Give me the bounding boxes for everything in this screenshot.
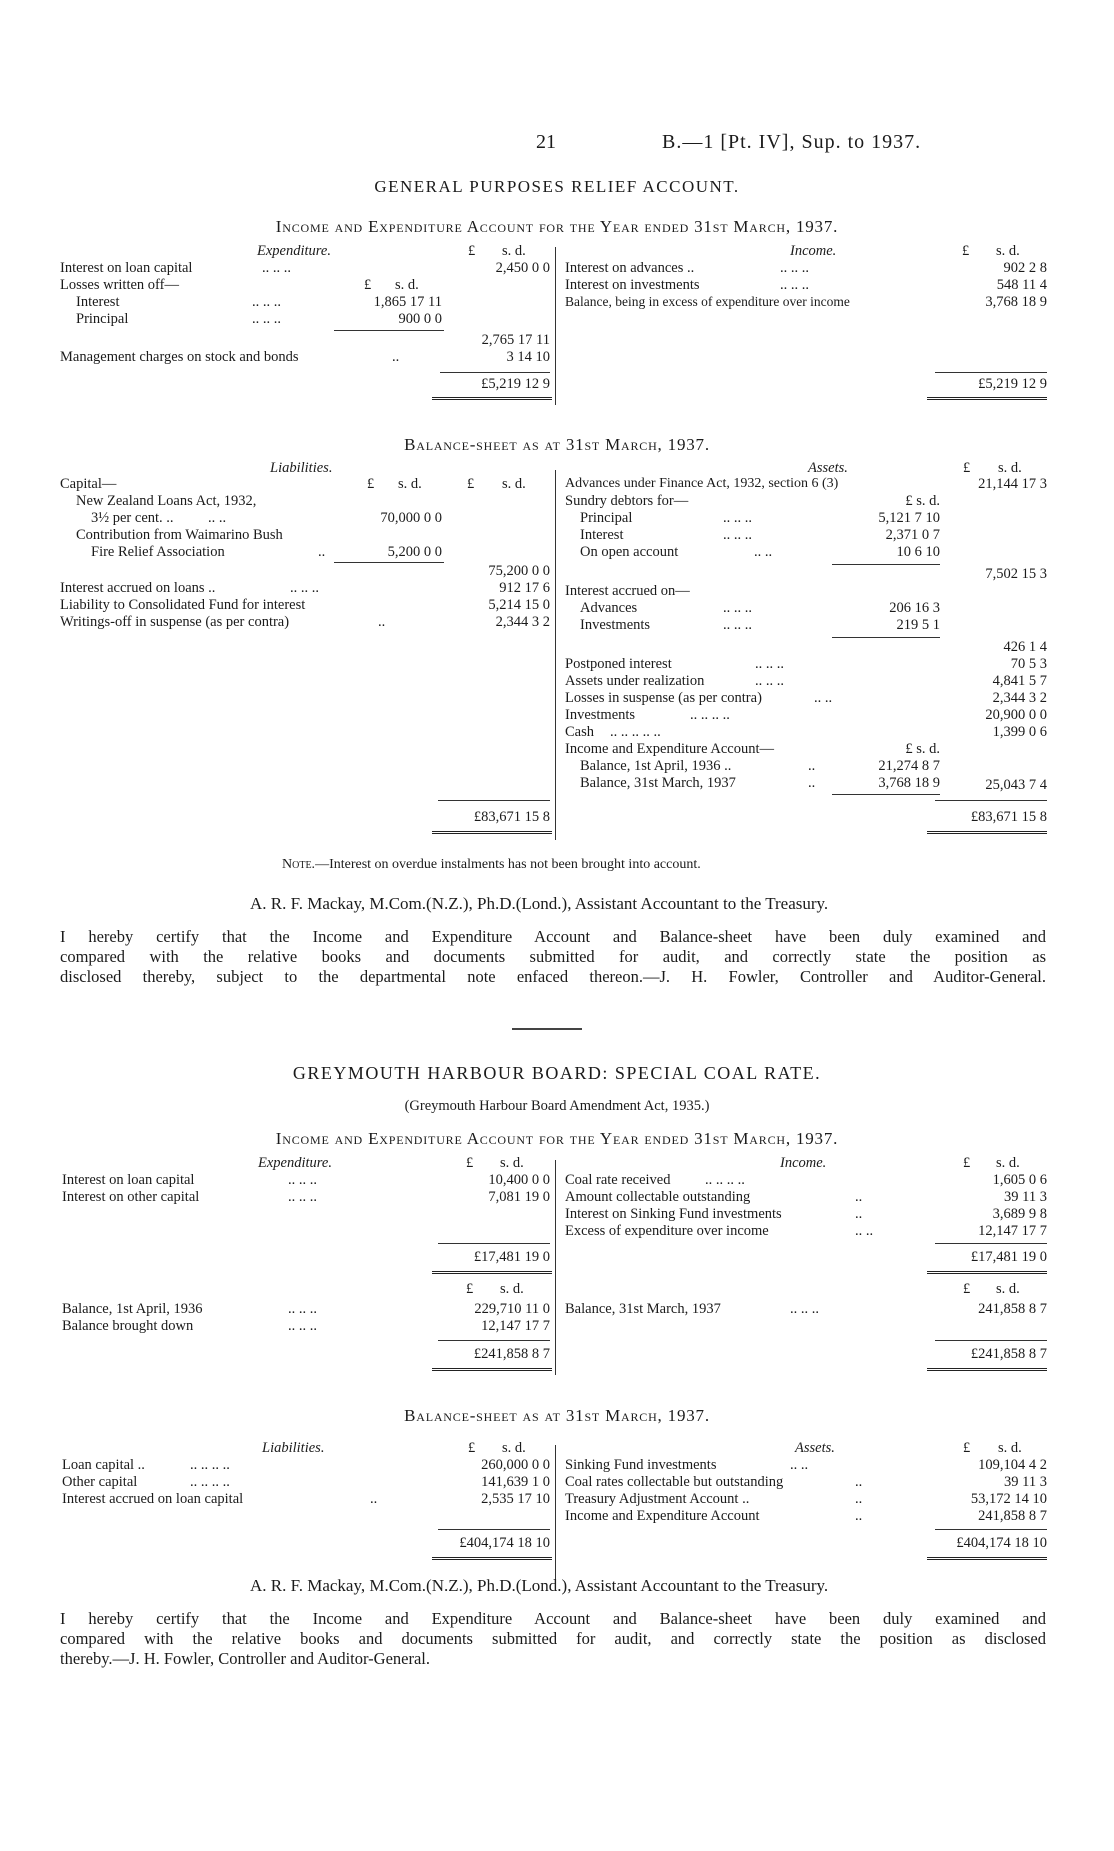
- ledger-amount: 912 17 6: [499, 580, 550, 596]
- ledger-dots: .. .. ..: [288, 1172, 317, 1188]
- ledger-label: Interest accrued on loans ..: [60, 580, 216, 596]
- ledger-total: £404,174 18 10: [459, 1535, 550, 1551]
- ledger-label: Balance, being in excess of expenditure over income: [565, 294, 850, 309]
- double-rule: [927, 1368, 1047, 1371]
- ledger-label: Investments: [565, 707, 636, 723]
- column-divider: [555, 1445, 556, 1580]
- rule: [440, 372, 550, 373]
- ledger-label: Capital—: [60, 476, 117, 492]
- rule: [832, 564, 940, 565]
- double-rule: [432, 397, 552, 400]
- gpr-bs-title: Balance-sheet as at 31st March, 1937.: [404, 435, 710, 454]
- ledger-subamount: 3,768 18 9: [878, 775, 940, 791]
- ledger-dots: ..: [808, 775, 816, 791]
- ledger-amount: 229,710 11 0: [474, 1301, 550, 1317]
- ledger-dots: ..: [855, 1474, 863, 1490]
- ghb-assets-heading: Assets.: [795, 1440, 835, 1456]
- ledger-label: Sundry debtors for—: [565, 493, 689, 509]
- ledger-total: £17,481 19 0: [970, 1249, 1047, 1265]
- currency-head: s. d.: [500, 1155, 524, 1171]
- ledger-amount: 902 2 8: [1003, 260, 1047, 276]
- ledger-label: 3½ per cent. ..: [91, 510, 174, 526]
- rule: [334, 562, 444, 563]
- ledger-total: £17,481 19 0: [473, 1249, 550, 1265]
- ledger-label: Excess of expenditure over income: [565, 1223, 769, 1239]
- ledger-total: £83,671 15 8: [970, 809, 1047, 825]
- ledger-amount: 21,144 17 3: [978, 476, 1047, 492]
- ledger-dots: .. .. ..: [755, 673, 784, 689]
- ledger-label: Principal: [76, 311, 129, 327]
- ledger-amount: 10,400 0 0: [488, 1172, 550, 1188]
- ledger-label: Coal rates collectable but outstanding: [565, 1474, 784, 1490]
- ledger-dots: ..: [855, 1491, 863, 1507]
- section-title-ghb: GREYMOUTH HARBOUR BOARD: SPECIAL COAL RATE.: [292, 1063, 822, 1083]
- currency-head: s. d.: [996, 1155, 1020, 1171]
- ledger-amount: 5,214 15 0: [488, 597, 550, 613]
- ledger-dots: .. .. .. .. ..: [610, 724, 661, 740]
- ledger-subamount: 5,200 0 0: [387, 544, 442, 560]
- ledger-label: Interest on investments: [565, 277, 700, 293]
- ledger-dots: .. .. .. ..: [190, 1457, 230, 1473]
- currency-head: £: [962, 243, 970, 259]
- rule: [935, 800, 1047, 801]
- ledger-label: Postponed interest: [565, 656, 672, 672]
- ledger-amount: 12,147 17 7: [481, 1318, 550, 1334]
- ghb-bs-title: Balance-sheet as at 31st March, 1937.: [404, 1406, 710, 1425]
- currency-head: £: [466, 1281, 474, 1297]
- rule: [438, 1243, 550, 1244]
- ledger-label: Interest accrued on—: [565, 583, 690, 599]
- page-number: 21: [536, 131, 556, 153]
- ledger-label: New Zealand Loans Act, 1932,: [76, 493, 257, 509]
- ledger-label: Interest on advances ..: [565, 260, 695, 276]
- ledger-label: Cash: [565, 724, 594, 740]
- ledger-label: Coal rate received: [565, 1172, 671, 1188]
- ledger-dots: ..: [855, 1508, 863, 1524]
- ledger-subamount: 206 16 3: [889, 600, 940, 616]
- currency-head: s. d.: [998, 460, 1022, 476]
- ledger-dots: .. .. ..: [262, 260, 291, 276]
- currency-head: £: [468, 1440, 476, 1456]
- ledger-amount: 75,200 0 0: [488, 563, 550, 579]
- note-lead: Note.: [282, 857, 316, 872]
- ledger-dots: ..: [808, 758, 816, 774]
- ledger-amount: 2,344 3 2: [992, 690, 1047, 706]
- ledger-subamount: 2,371 0 7: [885, 527, 940, 543]
- ledger-label: Income and Expenditure Account—: [565, 741, 774, 757]
- currency-head: £: [367, 476, 375, 492]
- ledger-amount: 1,399 0 6: [992, 724, 1047, 740]
- note-text: —Interest on overdue instalments has not been brought into account.: [315, 857, 701, 872]
- ledger-label: Contribution from Waimarino Bush: [76, 527, 283, 543]
- ledger-amount: 1,605 0 6: [992, 1172, 1047, 1188]
- ledger-dots: .. .. ..: [252, 294, 281, 310]
- ledger-label: Interest on loan capital: [60, 260, 193, 276]
- ledger-label: Balance brought down: [62, 1318, 194, 1334]
- ledger-label: Sinking Fund investments: [565, 1457, 717, 1473]
- gpr-expenditure-heading: Expenditure.: [257, 243, 331, 259]
- double-rule: [432, 831, 552, 834]
- ledger-amount: 39 11 3: [1004, 1189, 1047, 1205]
- currency-head: £: [963, 1281, 971, 1297]
- ledger-subamount: 5,121 7 10: [878, 510, 940, 526]
- ledger-subamount: 10 6 10: [896, 544, 940, 560]
- certificate-gpr: [60, 927, 1046, 987]
- double-rule: [927, 397, 1047, 400]
- ledger-dots: .. .. ..: [780, 260, 809, 276]
- cert-line: compared with the relative books and documents submitted for audit, and correctly state the position as disclosed: [60, 1629, 1046, 1648]
- rule: [935, 372, 1047, 373]
- ledger-dots: .. .. ..: [755, 656, 784, 672]
- ledger-amount: 2,450 0 0: [495, 260, 550, 276]
- gpr-liabilities-heading: Liabilities.: [270, 460, 333, 476]
- ledger-dots: .. .. .. ..: [705, 1172, 745, 1188]
- ledger-dots: .. .. ..: [723, 617, 752, 633]
- ledger-label: Interest on other capital: [62, 1189, 200, 1205]
- currency-head: £: [466, 1155, 474, 1171]
- ledger-dots: ..: [370, 1491, 378, 1507]
- cert-line: thereby.—J. H. Fowler, Controller and Auditor-General.: [60, 1649, 431, 1668]
- rule: [438, 1340, 550, 1341]
- rule: [935, 1340, 1047, 1341]
- ledger-amount: 2,344 3 2: [495, 614, 550, 630]
- double-rule: [432, 1557, 552, 1560]
- ledger-total: £5,219 12 9: [978, 376, 1047, 392]
- ledger-total: £241,858 8 7: [970, 1346, 1047, 1362]
- ledger-label: Balance, 31st March, 1937: [565, 1301, 721, 1317]
- ghb-ie-title: Income and Expenditure Account for the Year ended 31st March, 1937.: [275, 1129, 839, 1148]
- gpr-ie-title: Income and Expenditure Account for the Year ended 31st March, 1937.: [275, 217, 839, 236]
- ledger-label: Fire Relief Association: [91, 544, 225, 560]
- currency-head: s. d.: [502, 476, 526, 492]
- ledger-label: Balance, 1st April, 1936: [62, 1301, 203, 1317]
- ledger-dots: .. .. ..: [780, 277, 809, 293]
- ledger-dots: ..: [318, 544, 326, 560]
- currency-head: s. d.: [996, 1281, 1020, 1297]
- rule: [832, 637, 940, 638]
- ledger-amount: 241,858 8 7: [978, 1508, 1047, 1524]
- currency-head: £: [963, 1440, 971, 1456]
- ledger-amount: 70 5 3: [1010, 656, 1047, 672]
- ledger-label: Interest on loan capital: [62, 1172, 195, 1188]
- ledger-label: Advances under Finance Act, 1932, section 6 (3): [565, 476, 839, 491]
- currency-head: s. d.: [500, 1281, 524, 1297]
- currency-head: £: [963, 460, 971, 476]
- gpr-assets-heading: Assets.: [808, 460, 848, 476]
- ledger-dots: .. ..: [208, 510, 227, 526]
- ledger-total: £83,671 15 8: [473, 809, 550, 825]
- ledger-label: Principal: [580, 510, 633, 526]
- ledger-amount: 2,535 17 10: [481, 1491, 550, 1507]
- ledger-subamount: 900 0 0: [398, 311, 442, 327]
- ledger-total: £241,858 8 7: [473, 1346, 550, 1362]
- ledger-label: Writings-off in suspense (as per contra): [60, 614, 290, 630]
- ledger-label: Balance, 31st March, 1937: [580, 775, 736, 791]
- ledger-amount: 7,502 15 3: [985, 566, 1047, 582]
- currency-head: £: [364, 277, 372, 293]
- ghb-income-heading: Income.: [780, 1155, 827, 1171]
- currency-head: s. d.: [502, 243, 526, 259]
- cert-line: disclosed thereby, subject to the departmental note enfaced thereon.—J. H. Fowler, Controller and Auditor-General.: [60, 967, 1046, 986]
- ledger-amount: 260,000 0 0: [481, 1457, 550, 1473]
- rule: [334, 330, 444, 331]
- ledger-dots: .. .. .. ..: [190, 1474, 230, 1490]
- ledger-dots: .. .. ..: [790, 1301, 819, 1317]
- currency-head: £: [467, 476, 475, 492]
- ledger-label: Interest on Sinking Fund investments: [565, 1206, 782, 1222]
- ghb-expenditure-heading: Expenditure.: [258, 1155, 332, 1171]
- ledger-amount: 141,639 1 0: [481, 1474, 550, 1490]
- ledger-amount: 25,043 7 4: [985, 777, 1047, 793]
- ledger-label: Other capital: [62, 1474, 138, 1490]
- ledger-amount: 109,104 4 2: [978, 1457, 1047, 1473]
- ledger-amount: 3,689 9 8: [992, 1206, 1047, 1222]
- ledger-dots: .. .. ..: [723, 510, 752, 526]
- ledger-amount: 39 11 3: [1004, 1474, 1047, 1490]
- ledger-amount: 20,900 0 0: [985, 707, 1047, 723]
- ghb-liabilities-heading: Liabilities.: [262, 1440, 325, 1456]
- ledger-label: Income and Expenditure Account: [565, 1508, 760, 1524]
- double-rule: [432, 1271, 552, 1274]
- ledger-total: £404,174 18 10: [956, 1535, 1047, 1551]
- ledger-dots: ..: [855, 1189, 863, 1205]
- currency-head: £: [468, 243, 476, 259]
- ledger-dots: .. ..: [855, 1223, 874, 1239]
- ledger-dots: .. .. ..: [723, 527, 752, 543]
- ledger-label: On open account: [580, 544, 679, 560]
- signature-ghb: A. R. F. Mackay, M.Com.(N.Z.), Ph.D.(Lond.), Assistant Accountant to the Treasury.: [250, 1576, 829, 1595]
- currency-head: £ s. d.: [905, 493, 940, 509]
- rule: [438, 800, 550, 801]
- section-title-gpr: GENERAL PURPOSES RELIEF ACCOUNT.: [374, 177, 740, 196]
- cert-line: I hereby certify that the Income and Expenditure Account and Balance-sheet have been duly examined and: [60, 927, 1046, 946]
- ledger-amount: 241,858 8 7: [978, 1301, 1047, 1317]
- cert-line: I hereby certify that the Income and Expenditure Account and Balance-sheet have been duly examined and: [60, 1609, 1046, 1628]
- currency-head: s. d.: [395, 277, 419, 293]
- ledger-dots: .. .. ..: [288, 1301, 317, 1317]
- certificate-ghb: [60, 1609, 1046, 1669]
- ledger-label: Interest accrued on loan capital: [62, 1491, 244, 1507]
- currency-head: s. d.: [998, 1440, 1022, 1456]
- ledger-subamount: 70,000 0 0: [380, 510, 442, 526]
- rule: [935, 1529, 1047, 1530]
- rule: [935, 1243, 1047, 1244]
- signature-gpr: A. R. F. Mackay, M.Com.(N.Z.), Ph.D.(Lond.), Assistant Accountant to the Treasury.: [250, 894, 829, 913]
- column-divider: [555, 247, 556, 405]
- column-divider: [555, 470, 556, 840]
- double-rule: [927, 1271, 1047, 1274]
- ledger-subamount: 1,865 17 11: [373, 294, 442, 310]
- ledger-amount: 53,172 14 10: [970, 1491, 1047, 1507]
- ledger-dots: .. ..: [754, 544, 773, 560]
- ledger-dots: ..: [378, 614, 386, 630]
- currency-head: £: [963, 1155, 971, 1171]
- ledger-amount: 4,841 5 7: [992, 673, 1047, 689]
- rule: [832, 794, 940, 795]
- ledger-dots: .. ..: [790, 1457, 809, 1473]
- ledger-dots: ..: [855, 1206, 863, 1222]
- document-reference: B.—1 [Pt. IV], Sup. to 1937.: [662, 131, 922, 153]
- ledger-amount: 426 1 4: [1003, 639, 1047, 655]
- ledger-subamount: 21,274 8 7: [878, 758, 940, 774]
- rule: [438, 1529, 550, 1530]
- double-rule: [927, 831, 1047, 834]
- ledger-amount: 3 14 10: [506, 349, 550, 365]
- ghb-subtitle: (Greymouth Harbour Board Amendment Act, 1935.): [404, 1098, 710, 1114]
- ledger-total: £5,219 12 9: [481, 376, 550, 392]
- ledger-label: Advances: [580, 600, 638, 616]
- ledger-dots: .. .. ..: [252, 311, 281, 327]
- currency-head: s. d.: [502, 1440, 526, 1456]
- note: [282, 857, 701, 873]
- double-rule: [432, 1368, 552, 1371]
- section-separator: [512, 1028, 582, 1030]
- ledger-amount: 12,147 17 7: [978, 1223, 1047, 1239]
- ledger-dots: .. .. .. ..: [690, 707, 730, 723]
- ledger-label: Treasury Adjustment Account ..: [565, 1491, 750, 1507]
- ledger-label: Investments: [580, 617, 651, 633]
- cert-line: compared with the relative books and documents submitted for audit, and correctly state the position as: [60, 947, 1046, 966]
- ledger-dots: .. ..: [814, 690, 833, 706]
- ledger-label: Liability to Consolidated Fund for interest: [60, 597, 306, 613]
- ledger-dots: .. .. ..: [290, 580, 319, 596]
- currency-head: s. d.: [398, 476, 422, 492]
- ledger-label: Management charges on stock and bonds: [60, 349, 299, 365]
- ledger-label: Interest: [76, 294, 120, 310]
- ledger-dots: .. .. ..: [723, 600, 752, 616]
- column-divider: [555, 1160, 556, 1375]
- gpr-income-heading: Income.: [790, 243, 837, 259]
- ledger-amount: 3,768 18 9: [985, 294, 1047, 310]
- ledger-dots: ..: [392, 349, 400, 365]
- ledger-label: Amount collectable outstanding: [565, 1189, 751, 1205]
- double-rule: [927, 1557, 1047, 1560]
- ledger-label: Balance, 1st April, 1936 ..: [580, 758, 732, 774]
- ledger-label: Loan capital ..: [62, 1457, 145, 1473]
- currency-head: s. d.: [996, 243, 1020, 259]
- ledger-dots: .. .. ..: [288, 1318, 317, 1334]
- ledger-subamount: 219 5 1: [896, 617, 940, 633]
- ledger-amount: 548 11 4: [996, 277, 1047, 293]
- ledger-label: Losses in suspense (as per contra): [565, 690, 762, 706]
- ledger-label: Losses written off—: [60, 277, 179, 293]
- ledger-amount: 2,765 17 11: [481, 332, 550, 348]
- currency-head: £ s. d.: [905, 741, 940, 757]
- ledger-label: Interest: [580, 527, 624, 543]
- ledger-label: Assets under realization: [565, 673, 705, 689]
- ledger-amount: 7,081 19 0: [488, 1189, 550, 1205]
- ledger-dots: .. .. ..: [288, 1189, 317, 1205]
